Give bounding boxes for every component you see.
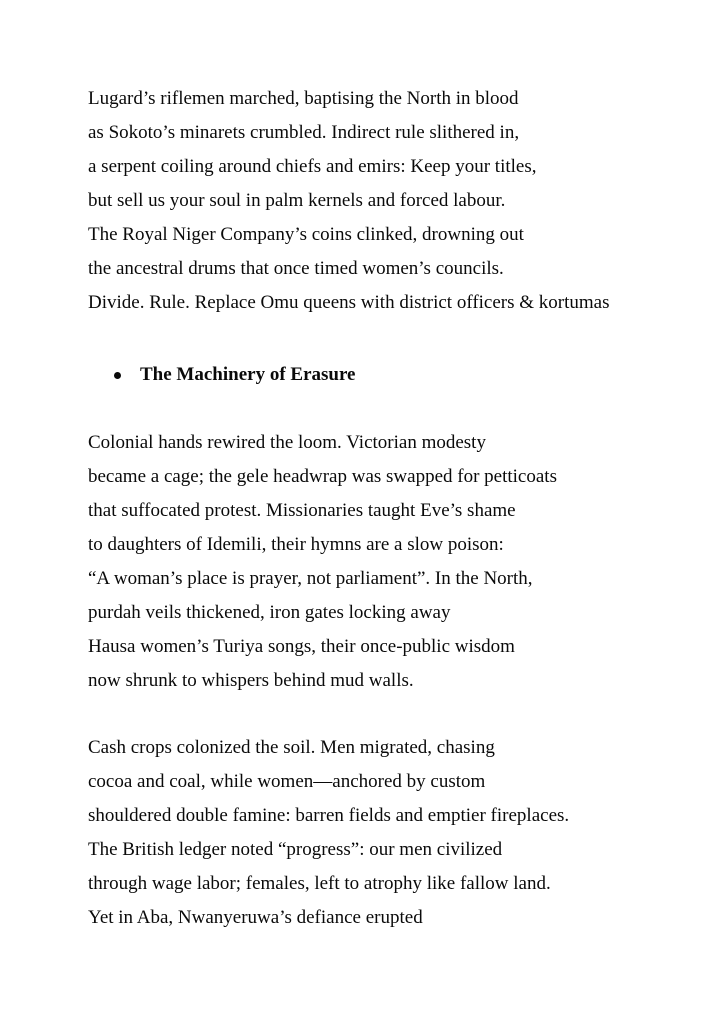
stanza-colonial-conquest — [88, 82, 674, 320]
poem-line: became a cage; the gele headwrap was swapped for petticoats — [88, 466, 557, 487]
poem-line: Hausa women’s Turiya songs, their once-public wisdom — [88, 636, 515, 657]
section-heading-machinery-of-erasure — [88, 358, 674, 392]
stanza-machinery-of-erasure — [88, 426, 674, 698]
poem-line: but sell us your soul in palm kernels and forced labour. — [88, 190, 506, 211]
poem-line: purdah veils thickened, iron gates locking away — [88, 602, 451, 623]
poem-line: as Sokoto’s minarets crumbled. Indirect rule slithered in, — [88, 122, 520, 143]
poem-line: The British ledger noted “progress”: our men civilized — [88, 839, 503, 860]
poem-line: to daughters of Idemili, their hymns are a slow poison: — [88, 534, 504, 555]
poem-line: “A woman’s place is prayer, not parliament”. In the North, — [88, 568, 533, 589]
poem-line: that suffocated protest. Missionaries taught Eve’s shame — [88, 500, 516, 521]
bullet-icon — [114, 372, 121, 379]
poem-line: Colonial hands rewired the loom. Victorian modesty — [88, 432, 486, 453]
page-content — [88, 82, 674, 935]
poem-line: Lugard’s riflemen marched, baptising the North in blood — [88, 88, 519, 109]
poem-line: Yet in Aba, Nwanyeruwa’s defiance erupted — [88, 907, 423, 928]
poem-line: the ancestral drums that once timed women’s councils. — [88, 258, 504, 279]
section-heading-text: The Machinery of Erasure — [140, 364, 356, 385]
poem-line: Divide. Rule. Replace Omu queens with district officers & kortumas — [88, 292, 610, 313]
poem-line: Cash crops colonized the soil. Men migrated, chasing — [88, 737, 495, 758]
poem-line: cocoa and coal, while women—anchored by custom — [88, 771, 486, 792]
poem-line: through wage labor; females, left to atrophy like fallow land. — [88, 873, 551, 894]
poem-line: The Royal Niger Company’s coins clinked, drowning out — [88, 224, 524, 245]
poem-line: a serpent coiling around chiefs and emirs: Keep your titles, — [88, 156, 537, 177]
stanza-cash-crops — [88, 731, 674, 935]
poem-line: now shrunk to whispers behind mud walls. — [88, 670, 414, 691]
poem-line: shouldered double famine: barren fields and emptier fireplaces. — [88, 805, 570, 826]
